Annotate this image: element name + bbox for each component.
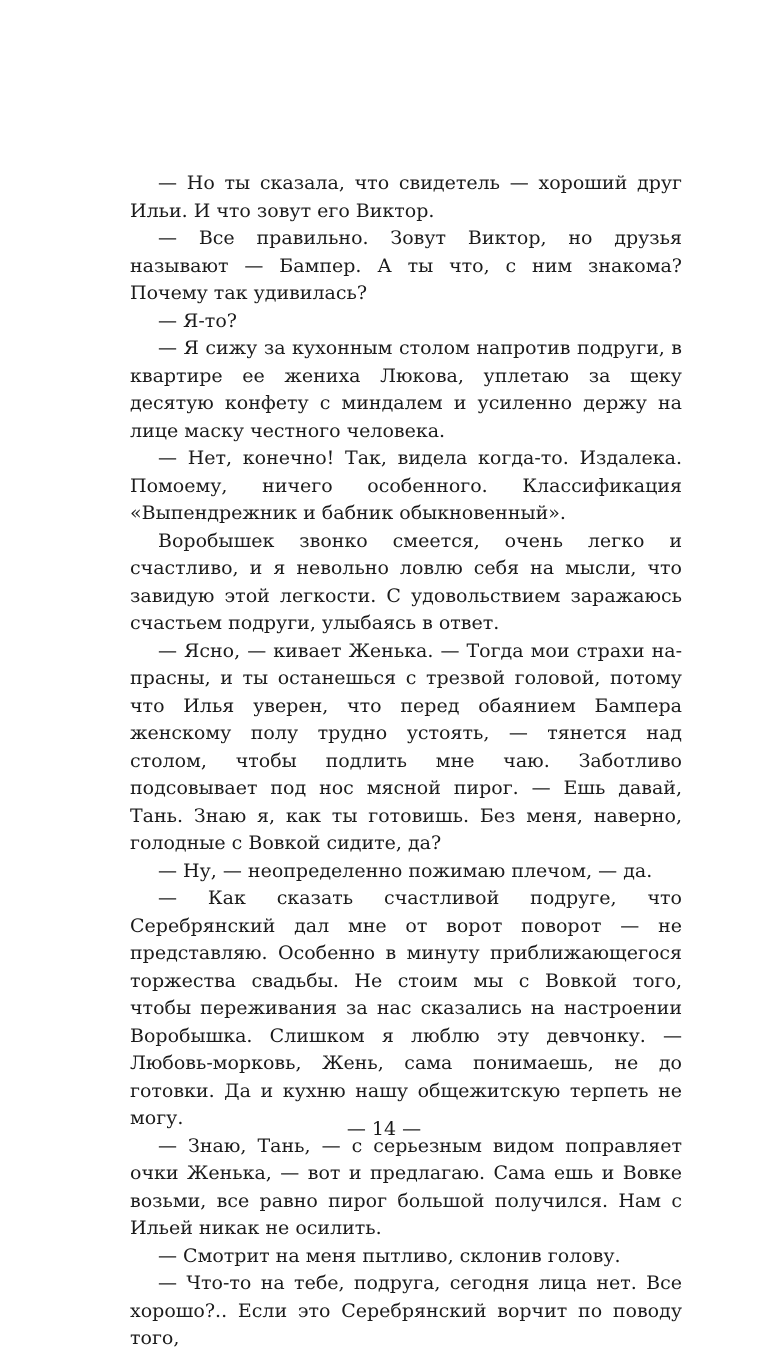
paragraph: — Знаю, Тань, — с серьезным видом поправляет очки Женька, — вот и предлагаю. Сама ешь и Вовке возьми, все равно пирог большой получился. Нам с Ильей никак не осилить.: [130, 1134, 682, 1239]
paragraph: — Ясно, — кивает Женька. — Тогда мои страхи напрасны, и ты останешься с трезвой головой, потому что Илья уверен, что перед обаянием Бампера женскому полу трудно устоять, — тянется над столом, чтобы подлить мне чаю. Заботливо подсовывает под нос мясной пирог. — Ешь давай, Тань. Знаю я, как ты готовишь. Без меня, наверно, голодные с Вовкой сидите, да?: [130, 639, 682, 854]
paragraph: — Что-то на тебе, подруга, сегодня лица нет. Все хорошо?.. Если это Серебрянский ворчит по поводу того,: [130, 1272, 682, 1349]
paragraph: — Как сказать счастливой подруге, что Серебрянский дал мне от ворот поворот — не представляю. Особенно в минуту приближающегося торжества свадьбы. Не стоим мы с Вовкой того, чтобы переживания за нас сказались на настроении Воробышка. Слишком я люблю эту девчонку. — Любовь-морковь, Жень, сама понимаешь, не до готовки. Да и кухню нашу общежитскую терпеть не могу.: [130, 887, 682, 1129]
paragraph: — Но ты сказала, что свидетель — хороший друг Ильи. И что зовут его Виктор.: [130, 172, 682, 222]
paragraph: — Смотрит на меня пытливо, склонив голову.: [158, 1244, 621, 1267]
paragraph: — Я сижу за кухонным столом напротив подруги, в квартире ее жениха Люкова, уплетаю за щеку десятую конфету с миндалем и усиленно держу на лице маску честного человека.: [130, 337, 682, 442]
paragraph: Воробышек звонко смеется, очень легко и счастливо, и я невольно ловлю себя на мысли, что завидую этой легкости. С удовольствием заражаюсь счастьем подруги, улыбаясь в ответ.: [130, 529, 682, 634]
paragraph: — Все правильно. Зовут Виктор, но друзья называют — Бампер. А ты что, с ним знакома? Почему так удивилась?: [130, 227, 682, 304]
paragraph: — Нет, конечно! Так, видела когда-то. Издалека. Помоему, ничего особенного. Классификация «Выпендрежник и бабник обыкновенный».: [130, 447, 682, 524]
paragraph: — Ну, — неопределенно пожимаю плечом, — да.: [158, 859, 653, 882]
paragraph: — Я-то?: [158, 309, 237, 332]
page-number: — 14 —: [346, 1118, 422, 1140]
body-text: [130, 170, 682, 1353]
